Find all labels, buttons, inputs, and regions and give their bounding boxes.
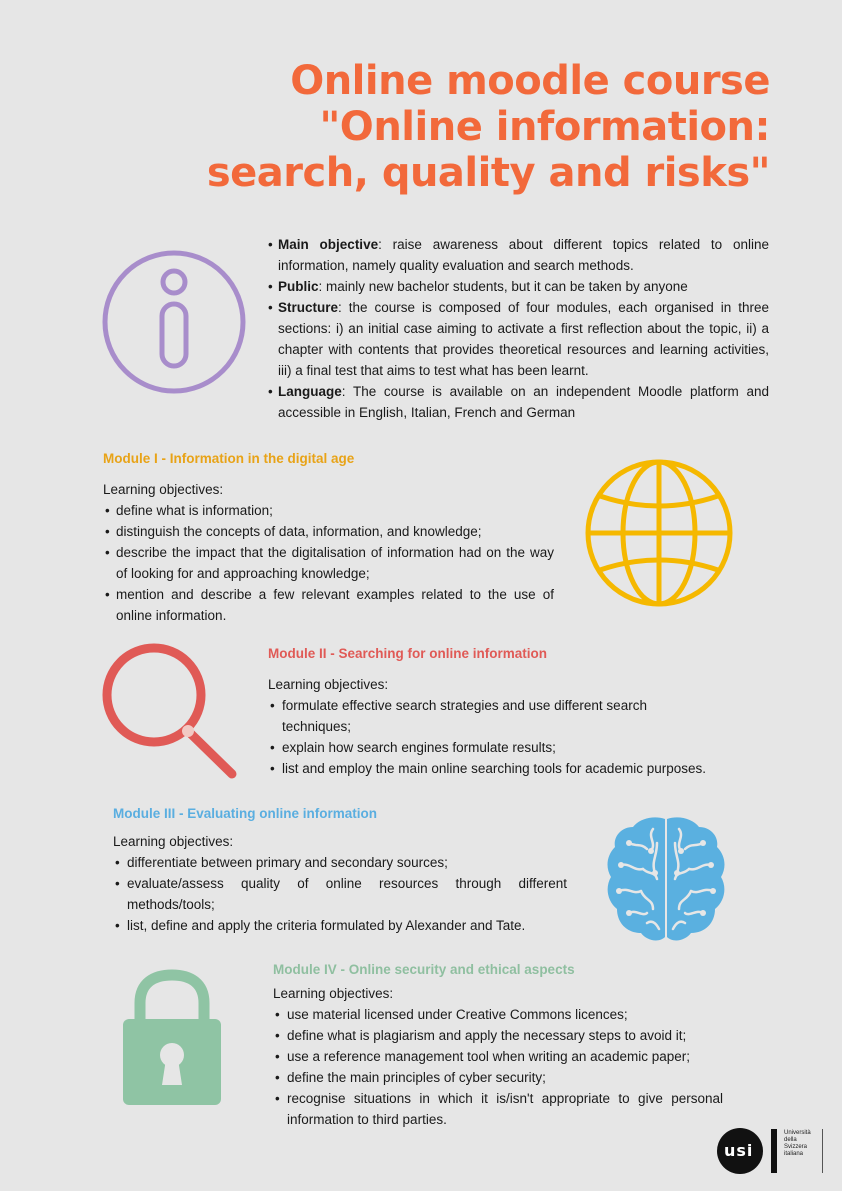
list-item: • explain how search engines formulate results; bbox=[268, 737, 718, 758]
objectives-list bbox=[273, 1004, 723, 1130]
module-3 bbox=[113, 804, 567, 936]
objectives-label: Learning objectives: bbox=[273, 986, 394, 1001]
page-title bbox=[207, 58, 770, 196]
module-4 bbox=[273, 960, 723, 1130]
list-item: • Language: The course is available on an independent Moodle platform and accessible in English, Italian, French and German bbox=[268, 381, 769, 423]
list-item: • Public: mainly new bachelor students, but it can be taken by anyone bbox=[268, 276, 769, 297]
globe-icon bbox=[584, 458, 734, 608]
list-item: • describe the impact that the digitalisation of information had on the way of looking for and approaching knowledge; bbox=[103, 542, 554, 584]
usi-logo-letters: usi bbox=[724, 1141, 754, 1160]
module-title: Module II - Searching for online information bbox=[268, 646, 548, 661]
module-title: Module III - Evaluating online information bbox=[113, 806, 378, 821]
list-item: • define what is information; bbox=[103, 500, 554, 521]
list-item: • formulate effective search strategies and use different search techniques; bbox=[268, 695, 718, 737]
module-1 bbox=[103, 449, 554, 626]
title-line-3: search, quality and risks" bbox=[206, 150, 770, 196]
list-item: • mention and describe a few relevant examples related to the use of online information. bbox=[103, 584, 554, 626]
objectives-list bbox=[113, 852, 567, 936]
list-item: • list and employ the main online searching tools for academic purposes. bbox=[268, 758, 718, 779]
lock-icon bbox=[122, 969, 222, 1107]
objectives-label: Learning objectives: bbox=[113, 834, 234, 849]
list-item: • distinguish the concepts of data, information, and knowledge; bbox=[103, 521, 554, 542]
list-item: • recognise situations in which it is/isn't appropriate to give personal information to third parties. bbox=[273, 1088, 723, 1130]
title-line-1: Online moodle course bbox=[290, 58, 770, 104]
objectives-label: Learning objectives: bbox=[268, 677, 389, 692]
magnifier-icon bbox=[100, 641, 240, 781]
logo-rule bbox=[822, 1129, 823, 1173]
objectives-list bbox=[268, 695, 718, 779]
list-item: • evaluate/assess quality of online resources through different methods/tools; bbox=[113, 873, 567, 915]
list-item: • use material licensed under Creative Commons licences; bbox=[273, 1004, 723, 1025]
objectives-label: Learning objectives: bbox=[103, 482, 224, 497]
module-title: Module IV - Online security and ethical aspects bbox=[273, 962, 575, 977]
logo-text: Università della Svizzera italiana bbox=[784, 1130, 811, 1157]
list-item: • use a reference management tool when writing an academic paper; bbox=[273, 1046, 723, 1067]
info-icon bbox=[100, 248, 248, 396]
logo-divider bbox=[771, 1129, 777, 1173]
list-item: • Main objective: raise awareness about different topics related to online information, namely quality evaluation and search methods. bbox=[268, 234, 769, 276]
list-item: • define what is plagiarism and apply the necessary steps to avoid it; bbox=[273, 1025, 723, 1046]
brain-icon bbox=[603, 813, 729, 945]
overview-list bbox=[268, 234, 769, 423]
title-line-2: "Online information: bbox=[319, 104, 770, 150]
list-item: • Structure: the course is composed of four modules, each organised in three sections: i) an initial case aiming to activate a first reflection about the topic, ii) a chapter with contents that provides theoretical resources and learning activities, iii) a final test that aims to test what has been learnt. bbox=[268, 297, 769, 381]
list-item: • list, define and apply the criteria formulated by Alexander and Tate. bbox=[113, 915, 567, 936]
list-item: • define the main principles of cyber security; bbox=[273, 1067, 723, 1088]
module-title: Module I - Information in the digital age bbox=[103, 451, 355, 466]
objectives-list bbox=[103, 500, 554, 626]
list-item: • differentiate between primary and secondary sources; bbox=[113, 852, 567, 873]
module-2 bbox=[268, 644, 718, 779]
usi-logo bbox=[716, 1127, 826, 1175]
